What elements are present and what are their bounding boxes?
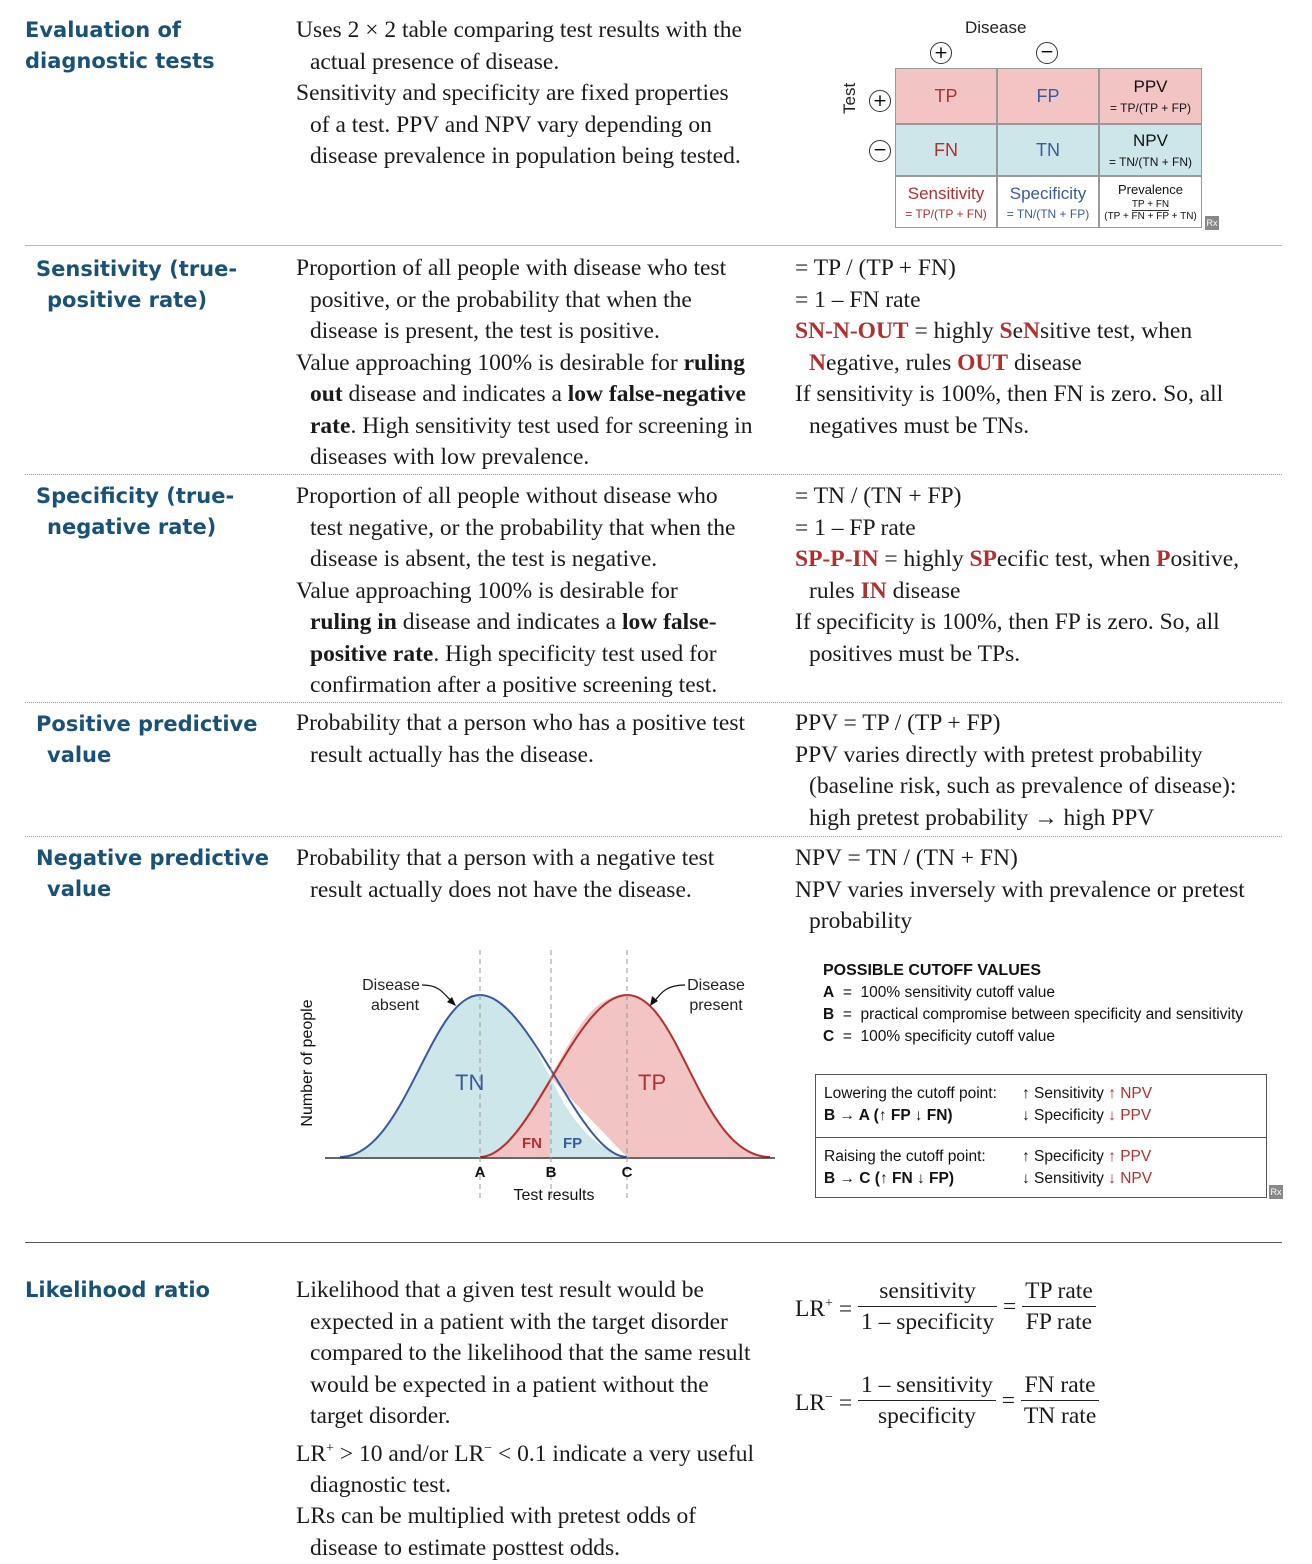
cell-specificity: Specificity = TN/(TN + FP) — [997, 176, 1099, 228]
cell-prevalence: Prevalence TP + FN (TP + FN + FP + TN) — [1099, 176, 1202, 228]
cell-tn: TN — [997, 124, 1099, 176]
ppv-heading: Positive predictive value — [36, 712, 258, 767]
divider — [25, 245, 1282, 246]
test-plus-icon: + — [869, 90, 891, 112]
divider — [25, 836, 1282, 837]
cell-sensitivity: Sensitivity = TP/(TP + FN) — [895, 176, 997, 228]
specificity-body: Proportion of all people without disease who test negative, or the probability that when the disease is absent, the test is negative. Value approaching 100% is desirable for ruling in disease and indicates a low false- positive rate. High specificity test used for confirmation after a positive screening test. — [296, 483, 736, 698]
raising-cutoff: Raising the cutoff point: B → C (↑ FN ↓ FP) — [824, 1148, 986, 1187]
cell-ppv: PPV = TP/(TP + FP) — [1099, 68, 1202, 124]
rx-icon: Rx — [1270, 1187, 1282, 1197]
cell-tp: TP — [895, 68, 997, 124]
lr-positive-fraction-2: $\frac{\text{TP rate}}{\text{FP rate}}$ — [1022, 1276, 1096, 1337]
disease-absent-label-2: absent — [370, 997, 420, 1014]
lr-negative-formula: LR− = $\frac{\text{1 – sensitivity}}{\text{specificity}}$ = $\frac{\text{FN rate}}{\text{TN rate}}$ — [795, 1370, 1099, 1431]
tn-label: TN — [455, 1070, 485, 1095]
divider — [25, 702, 1282, 703]
sensitivity-heading: Sensitivity (true- positive rate) — [36, 257, 238, 312]
x-axis-label: Test results — [513, 1187, 595, 1204]
cutoff-values-legend: POSSIBLE CUTOFF VALUES A = 100% sensitivity cutoff value B = practical compromise between specificity and sensitivity C = 100% specificity cutoff value — [823, 962, 1244, 1045]
rx-icon: Rx — [1206, 218, 1218, 228]
two-by-two-table — [840, 14, 1230, 236]
lr-positive-fraction-1: $\frac{\text{sensitivity}}{\text{1 – specificity}}$ — [858, 1276, 997, 1337]
absent-pointer — [422, 985, 452, 1002]
cutoff-c-label: C — [621, 1164, 633, 1181]
lowering-effects: ↑ Sensitivity ↑ NPV ↓ Specificity ↓ PPV — [1022, 1085, 1153, 1124]
eval-body: Uses 2 × 2 table comparing test results with the actual presence of disease. Sensitivity and specificity are fixed properties of a test. PPV and NPV vary depending on disease prevalence in population being tested. — [296, 17, 742, 169]
cutoff-effects-box — [815, 1074, 1267, 1198]
disease-absent-label-1: Disease — [362, 977, 420, 994]
npv-formulas: NPV = TN / (TN + FN) NPV varies inversely with prevalence or pretest probability — [795, 845, 1245, 934]
npv-body: Probability that a person with a negative test result actually does not have the disease. — [296, 845, 715, 903]
tp-label: TP — [638, 1070, 667, 1095]
disease-minus-icon: − — [1036, 42, 1058, 64]
lr-negative-fraction-1: $\frac{\text{1 – sensitivity}}{\text{specificity}}$ — [858, 1370, 996, 1431]
sensitivity-formulas: = TP / (TP + FN) = 1 – FN rate SN-N-OUT = highly SeNsitive test, when Negative, rules OUT disease If sensitivity is 100%, then FN is zero. So, all negatives must be TNs. — [795, 255, 1224, 439]
cutoff-a-label: A — [474, 1164, 486, 1181]
test-minus-icon: − — [869, 140, 891, 162]
cutoff-distribution-graph — [290, 945, 790, 1215]
disease-present-label-1: Disease — [687, 977, 745, 994]
divider — [25, 474, 1282, 475]
test-label: Test — [840, 82, 859, 114]
disease-present-label-2: present — [689, 997, 743, 1014]
cutoff-b-label: B — [545, 1164, 557, 1181]
cell-fn: FN — [895, 124, 997, 176]
specificity-heading: Specificity (true- negative rate) — [36, 484, 235, 539]
npv-heading: Negative predictive value — [36, 846, 269, 901]
present-pointer — [654, 985, 685, 1002]
divider — [816, 1137, 1266, 1138]
likelihood-ratio-heading: Likelihood ratio — [25, 1278, 210, 1302]
disease-label: Disease — [965, 18, 1027, 37]
sensitivity-body: Proportion of all people with disease who test positive, or the probability that when the disease is present, the test is positive. Value approaching 100% is desirable for ruling out disease and indicates a low false-negative rate. High sensitivity test used for screening in diseases with low prevalence. — [296, 255, 753, 470]
fn-label: FN — [522, 1135, 542, 1152]
lowering-cutoff: Lowering the cutoff point: B → A (↑ FP ↓ FN) — [824, 1085, 997, 1124]
lr-positive-formula: LR+ = $\frac{\text{sensitivity}}{\text{1 – specificity}}$ = $\frac{\text{TP rate}}{\text{FP rate}}$ — [795, 1276, 1096, 1337]
cell-npv: NPV = TN/(TN + FN) — [1099, 124, 1202, 176]
y-axis-label: Number of people — [299, 999, 316, 1127]
likelihood-ratio-body: Likelihood that a given test result would be expected in a patient with the target disorder compared to the likelihood that the same result would be expected in a patient without the target disorder. LR+ > 10 and/or LR− < 0.1 indicate a very useful diagnostic test. LRs can be multiplied with pretest odds of disease to estimate posttest odds. — [296, 1277, 755, 1561]
divider — [25, 1242, 1282, 1243]
cell-fp: FP — [997, 68, 1099, 124]
specificity-formulas: = TN / (TN + FP) = 1 – FP rate SP-P-IN = highly SPecific test, when Positive, rules IN disease If specificity is 100%, then FP is zero. So, all positives must be TPs. — [795, 483, 1240, 667]
ppv-formulas: PPV = TP / (TP + FP) PPV varies directly with pretest probability (baseline risk, such as prevalence of disease): high pretest probability → high PPV — [795, 710, 1237, 831]
lr-negative-fraction-2: $\frac{\text{FN rate}}{\text{TN rate}}$ — [1021, 1370, 1099, 1431]
ppv-body: Probability that a person who has a positive test result actually has the disease. — [296, 710, 746, 768]
raising-effects: ↑ Specificity ↑ PPV ↓ Sensitivity ↓ NPV — [1022, 1148, 1153, 1187]
fp-label: FP — [563, 1135, 583, 1152]
disease-plus-icon: + — [930, 42, 952, 64]
eval-heading: Evaluation of diagnostic tests — [25, 18, 215, 73]
